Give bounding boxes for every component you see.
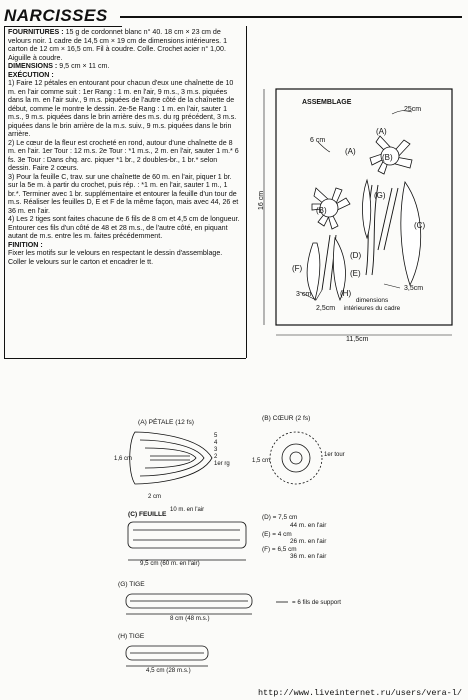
fournitures-body: 15 g de cordonnet blanc n° 40. 18 cm × 23 cm de velours noir. 1 cadre de 14,5 cm × 19 cm de dimensions intérieures. 1 carton de 12 cm × 16,5 cm. Fil à coudre. Colle. Crochet acier n° 1,00. Aiguille à coudre. — [8, 28, 228, 62]
legend-e: (E) = 4 cm — [262, 531, 292, 538]
coeur-drawing — [270, 432, 322, 484]
dim-25b: 2,5cm — [316, 305, 336, 312]
label-c: (C) — [414, 221, 426, 230]
petale-width: 2 cm — [148, 494, 162, 500]
petale-row-2: 2 — [214, 454, 218, 460]
label-b-right: (B) — [382, 153, 393, 162]
petale-title: (A) PÉTALE (12 fs) — [138, 419, 194, 426]
label-d: (D) — [350, 251, 362, 260]
coeur-title: (B) CŒUR (2 fs) — [262, 415, 311, 422]
feuille-drawing — [128, 522, 246, 560]
coeur-tour: 1er tour — [324, 452, 345, 458]
support-legend: = 6 fils de support — [292, 599, 342, 606]
frame-caption: dimensions intérieures du cadre — [343, 297, 401, 312]
feuille-title: (C) FEUILLE — [128, 511, 167, 518]
label-g: (G) — [374, 191, 386, 200]
petale-chain: 10 m. en l'air — [170, 507, 205, 513]
step-4: 4) Les 2 tiges sont faites chacune de 6 fils de 8 cm et 4,5 cm de longueur. Entourer ces fils d'un côté de 48 et 28 m.s., de l'autre côté, en piquant autant de m.s. entre les m. faites précédemment. — [8, 215, 240, 240]
dim-16: 16 cm — [258, 190, 265, 210]
page-title: NARCISSES — [4, 6, 108, 25]
tige-h-width: 4,5 cm (28 m.s.) — [146, 667, 191, 674]
tige-g-width: 8 cm (48 m.s.) — [170, 615, 210, 622]
fournitures-heading: FOURNITURES : — [8, 28, 64, 36]
petale-drawing — [130, 432, 212, 484]
dim-3: 3 cm — [296, 291, 312, 298]
dim-115: 11,5cm — [346, 336, 369, 343]
label-a-right: (A) — [376, 127, 387, 136]
dim-25: 25cm — [404, 106, 422, 113]
label-b-left: (B) — [316, 206, 327, 215]
legend-e2: 26 m. en l'air — [290, 538, 327, 545]
step-3: 3) Pour la feuille C, trav. sur une chaînette de 60 m. en l'air, piquer 1 br. sur la 5e m. à partir du crochet, puis rép. : *1 m. en l'air, sauter 1 m., 1 br.*. Terminer avec 1 br. supplémentaire et entourer la feuille d'un tour de m.s. Réaliser les feuilles D, E et F de la même façon, mais avec 44, 26 et 36 m. en l'air. — [8, 172, 239, 215]
legend-d: (D) = 7,5 cm — [262, 514, 298, 521]
legend-f: (F) = 6,5 cm — [262, 546, 297, 553]
label-e: (E) — [350, 269, 361, 278]
petale-height: 1,6 cm — [114, 456, 133, 462]
dimensions-body: 9,5 cm × 11 cm. — [59, 62, 110, 70]
dimensions-heading: DIMENSIONS : — [8, 62, 58, 70]
tige-g-drawing — [126, 594, 288, 614]
tige-g-title: (G) TIGE — [118, 581, 145, 588]
dim-6: 6 cm — [310, 137, 326, 144]
petale-row-3: 3 — [214, 447, 218, 453]
label-h: (H) — [340, 289, 352, 298]
label-f: (F) — [292, 264, 303, 273]
step-1: 1) Faire 12 pétales en entourant pour chacun d'eux une chaînette de 10 m. en l'air comme suit : 1er Rang : 1 m. en l'air, 9 m.s., 3 m.s. piquées dans la m. en l'air suiv., 9 m.s. piquées de l'autre côté de la chaînette de début, comme le montre le dessin. 2e-5e Rang : 1 m. en l'air, sauter 1 m.s., 9 m.s. piquées dans le brin arrière des m.s. du rg précédent, 3 m.s. piquées dans le brin arrière de la m.s. suiv., 9 m.s. piquées dans le brin arrière. — [8, 79, 237, 138]
coeur-height: 1,5 cm — [252, 458, 271, 464]
legend-f2: 36 m. en l'air — [290, 553, 327, 560]
execution-heading: EXÉCUTION : — [8, 70, 54, 79]
tige-h-drawing — [126, 646, 208, 666]
step-2: 2) Le cœur de la fleur est crocheté en rond, autour d'une chaînette de 8 m. en l'air. 1er Tour : 12 m.s. 2e Tour : *1 m.s., 2 m. en l'air, sauter 1 m.* 6 fs. 3e Tour : Dans chq. arc. piquer *1 br., 2 doubles-br., 1 br.* selon dessin. Faire 2 cœurs. — [8, 138, 239, 172]
finition-body: Fixer les motifs sur le velours en respectant le dessin d'assemblage. Coller le velours sur le carton et encadrer le tt. — [8, 249, 223, 266]
petale-row-1: 1er rg — [214, 461, 230, 467]
petale-row-4: 4 — [214, 440, 218, 446]
dim-35: 3,5cm — [404, 285, 424, 292]
source-url[interactable]: http://www.liveinternet.ru/users/vera-l/ — [257, 688, 462, 698]
legend-d2: 44 m. en l'air — [290, 522, 327, 529]
label-a-left: (A) — [345, 147, 356, 156]
assemblage-title: ASSEMBLAGE — [302, 99, 352, 106]
petale-row-5: 5 — [214, 433, 218, 439]
finition-heading: FINITION : — [8, 240, 43, 249]
feuille-width: 9,5 cm (60 m. en l'air) — [140, 560, 200, 567]
tige-h-title: (H) TIGE — [118, 633, 145, 640]
